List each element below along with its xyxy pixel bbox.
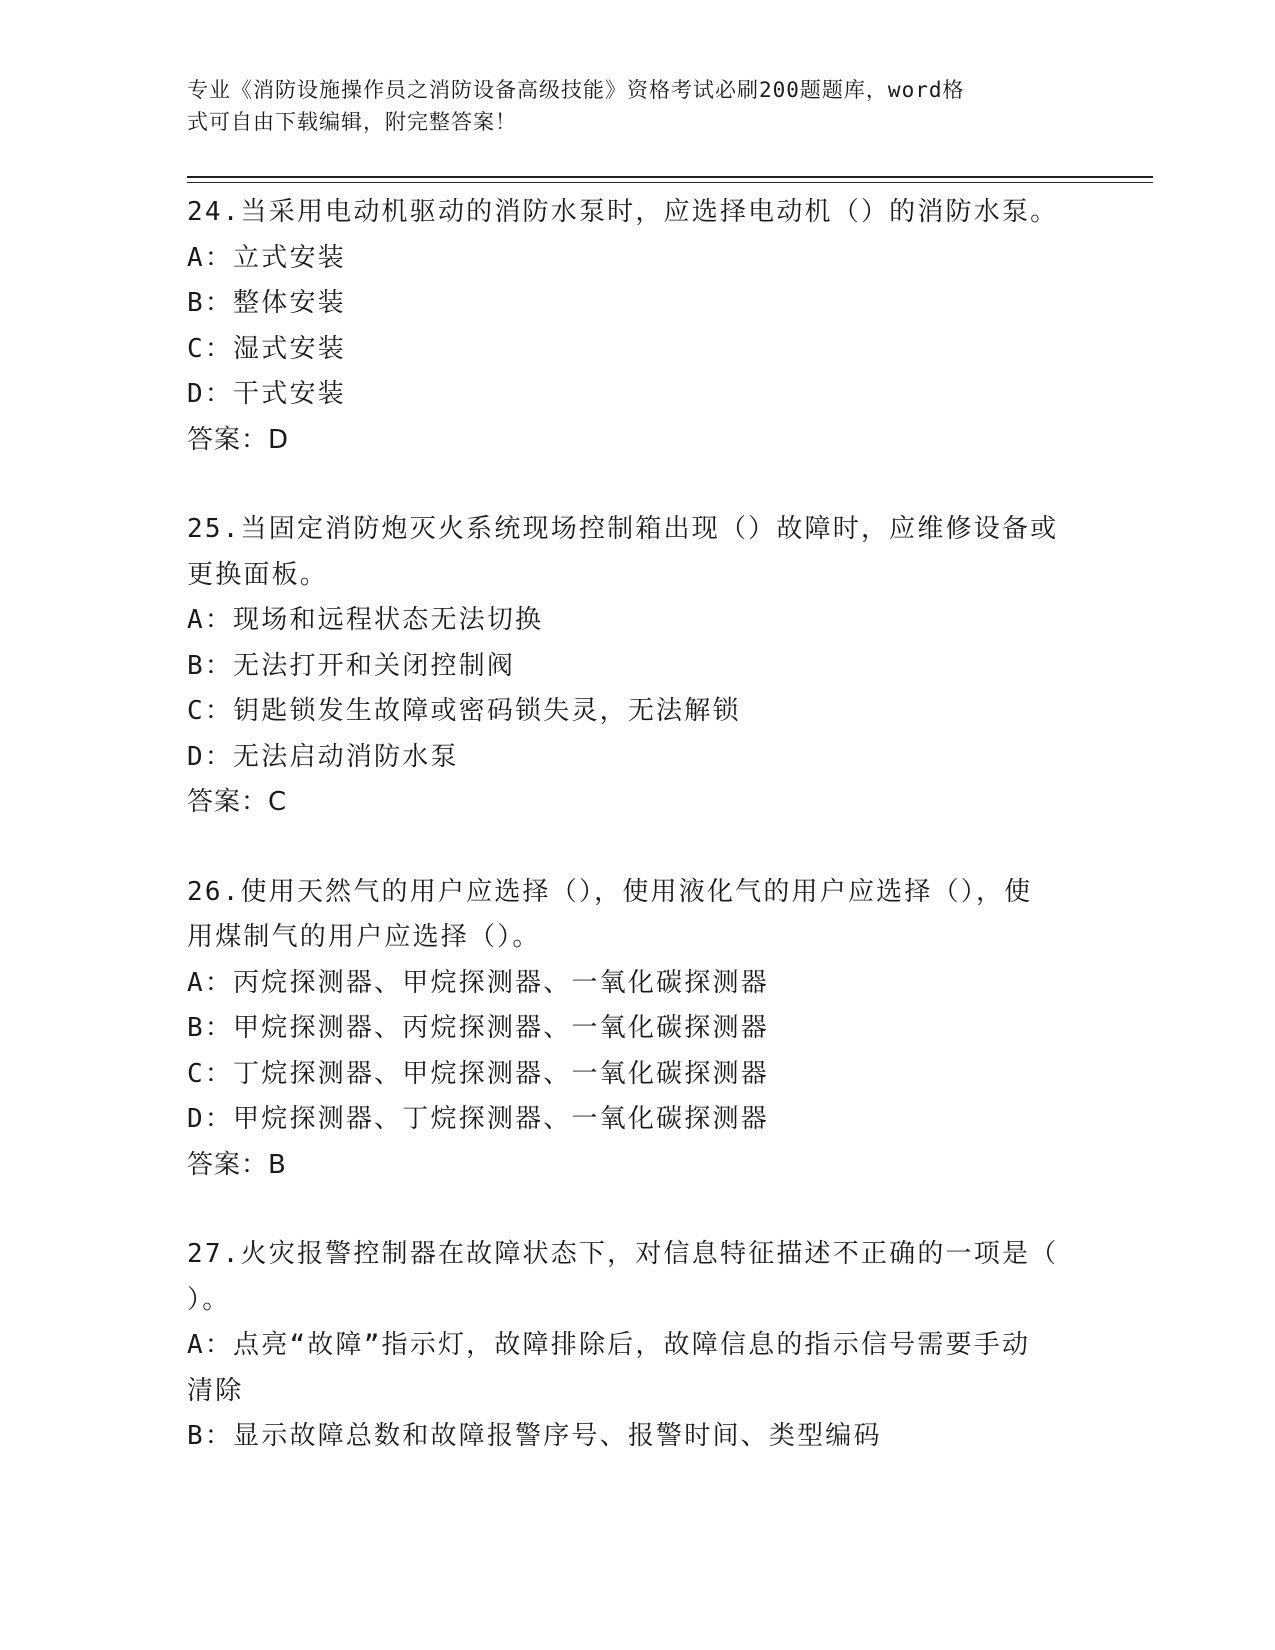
question-24 (187, 190, 1067, 463)
option-a-continued: 清除 (187, 1375, 244, 1406)
header-divider-thin (187, 182, 1153, 183)
question-25 (187, 507, 1067, 826)
option-c: C：丁烷探测器、甲烷探测器、一氧化碳探测器 (187, 1058, 769, 1089)
document-header (187, 74, 1067, 138)
question-stem: 27.火灾报警控制器在故障状态下，对信息特征描述不正确的一项是（ (187, 1239, 1059, 1269)
option-d: D：甲烷探测器、丁烷探测器、一氧化碳探测器 (187, 1104, 769, 1134)
option-b: B：显示故障总数和故障报警序号、报警时间、类型编码 (187, 1421, 882, 1451)
option-c: C：钥匙锁发生故障或密码锁失灵，无法解锁 (187, 696, 741, 726)
option-a: A：立式安装 (187, 242, 346, 273)
answer-line: 答案：C (187, 787, 288, 817)
question-list (187, 190, 1067, 1504)
option-a: A：丙烷探测器、甲烷探测器、一氧化碳探测器 (187, 967, 769, 998)
question-stem-continued: 更换面板。 (187, 559, 329, 590)
question-stem: 26.使用天然气的用户应选择（），使用液化气的用户应选择（），使 (187, 876, 1033, 907)
question-stem: 24.当采用电动机驱动的消防水泵时，应选择电动机（）的消防水泵。 (187, 197, 1059, 227)
header-line-1: 专业《消防设施操作员之消防设备高级技能》资格考试必刷200题题库，word格 (187, 78, 965, 102)
question-stem: 25.当固定消防炮灭火系统现场控制箱出现（）故障时，应维修设备或 (187, 514, 1059, 544)
question-26 (187, 870, 1067, 1189)
option-b: B：整体安装 (187, 288, 346, 318)
answer-line: 答案：D (187, 424, 290, 455)
question-stem-continued: 用煤制气的用户应选择（）。 (187, 922, 541, 952)
option-b: B：无法打开和关闭控制阀 (187, 650, 516, 681)
option-a: A：点亮“故障”指示灯，故障排除后，故障信息的指示信号需要手动 (187, 1330, 1031, 1360)
header-line-2: 式可自由下载编辑，附完整答案！ (187, 110, 517, 134)
option-d: D：无法启动消防水泵 (187, 741, 459, 772)
question-stem-continued: ）。 (187, 1284, 231, 1315)
answer-line: 答案：B (187, 1149, 287, 1180)
option-b: B：甲烷探测器、丙烷探测器、一氧化碳探测器 (187, 1013, 769, 1043)
question-27 (187, 1232, 1067, 1460)
option-a: A：现场和远程状态无法切换 (187, 605, 544, 635)
option-c: C：湿式安装 (187, 333, 346, 364)
option-d: D：干式安装 (187, 379, 346, 409)
header-divider-thick (187, 176, 1153, 178)
